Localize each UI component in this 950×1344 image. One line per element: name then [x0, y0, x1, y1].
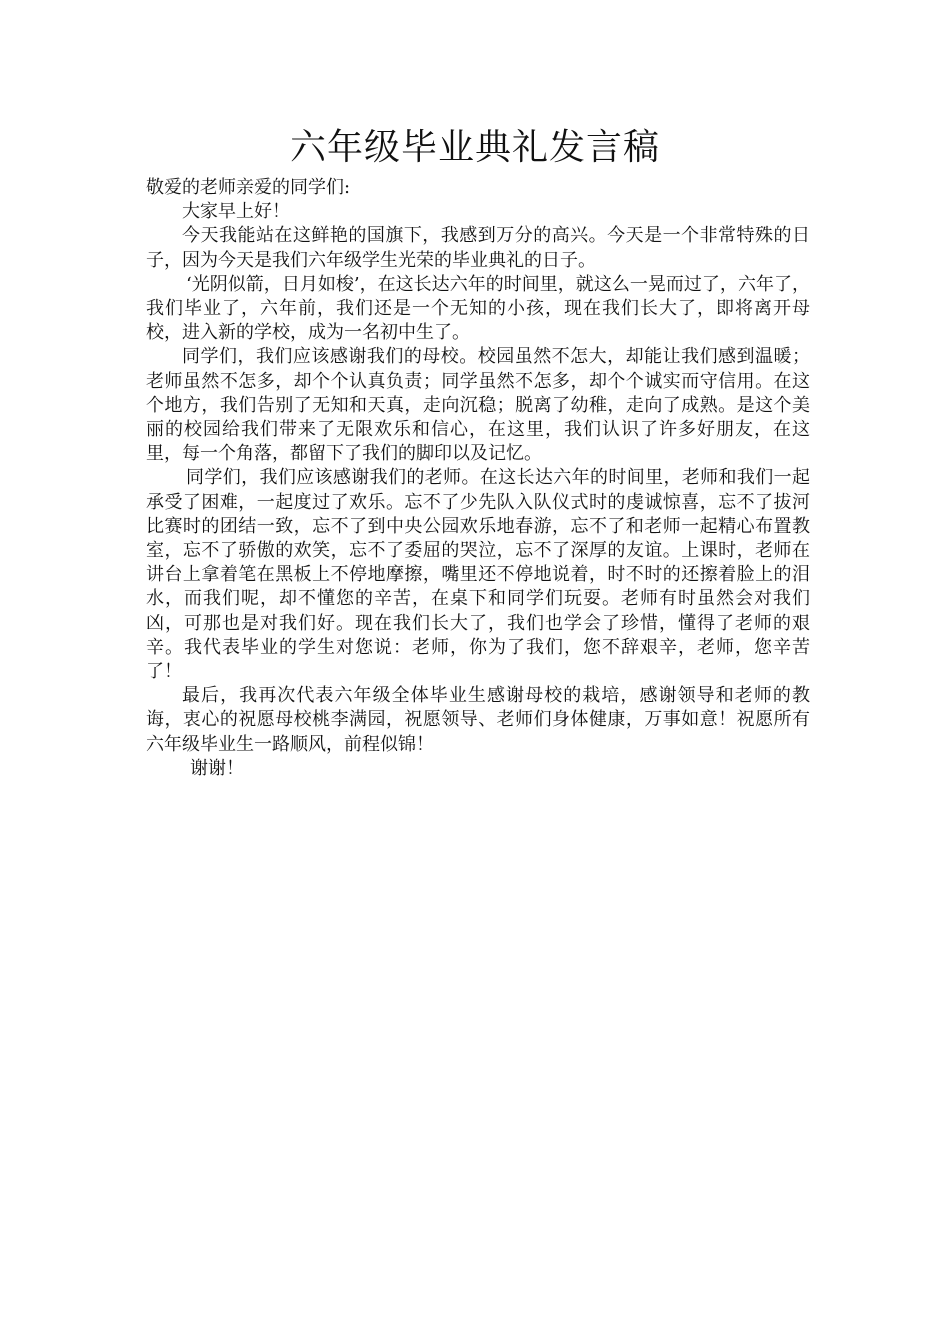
greeting: 大家早上好！	[182, 201, 290, 223]
paragraph-4: 同学们，我们应该感谢我们的老师。在这长达六年的时间里，老师和我们一起承受了困难，一起度过了欢乐。忘不了少先队入队仪式时的虔诚惊喜，忘不了拔河比赛时的团结一致，忘不了到中央公园欢乐地春游，忘不了和老师一起精心布置教室，忘不了骄傲的欢笑，忘不了委屈的哭泣，忘不了深厚的友谊。上课时，老师在讲台上拿着笔在黑板上不停地摩擦，嘴里还不停地说着，时不时的还擦着脸上的泪水，而我们呢，却不懂您的辛苦，在桌下和同学们玩耍。老师有时虽然会对我们凶，可那也是对我们好。现在我们长大了，我们也学会了珍惜，懂得了老师的艰辛。我代表毕业的学生对您说：老师，你为了我们，您不辞艰辛，老师，您辛苦了！	[146, 467, 810, 683]
paragraph-5: 最后，我再次代表六年级全体毕业生感谢母校的栽培，感谢领导和老师的教诲，衷心的祝愿母校桃李满园，祝愿领导、老师们身体健康，万事如意！祝愿所有六年级毕业生一路顺风，前程似锦！	[146, 685, 810, 755]
document-title: 六年级毕业典礼发言稿	[289, 127, 660, 168]
salutation: 敬爱的老师亲爱的同学们:	[146, 177, 351, 198]
document-body	[146, 176, 810, 781]
paragraph-3: 同学们，我们应该感谢我们的母校。校园虽然不怎大，却能让我们感到温暖；老师虽然不怎多，却个个认真负责；同学虽然不怎多，却个个诚实而守信用。在这个地方，我们告别了无知和天真，走向沉稳；脱离了幼稚，走向了成熟。是这个美丽的校园给我们带来了无限欢乐和信心，在这里，我们认识了许多好朋友，在这里，每一个角落，都留下了我们的脚印以及记忆。	[146, 346, 810, 465]
closing: 谢谢！	[190, 757, 244, 779]
paragraph-1: 今天我能站在这鲜艳的国旗下，我感到万分的高兴。今天是一个非常特殊的日子，因为今天是我们六年级学生光荣的毕业典礼的日子。	[146, 225, 810, 271]
paragraph-2: ‘光阴似箭，日月如梭’，在这长达六年的时间里，就这么一晃而过了，六年了，我们毕业了，六年前，我们还是一个无知的小孩，现在我们长大了，即将离开母校，进入新的学校，成为一名初中生了。	[146, 273, 810, 344]
